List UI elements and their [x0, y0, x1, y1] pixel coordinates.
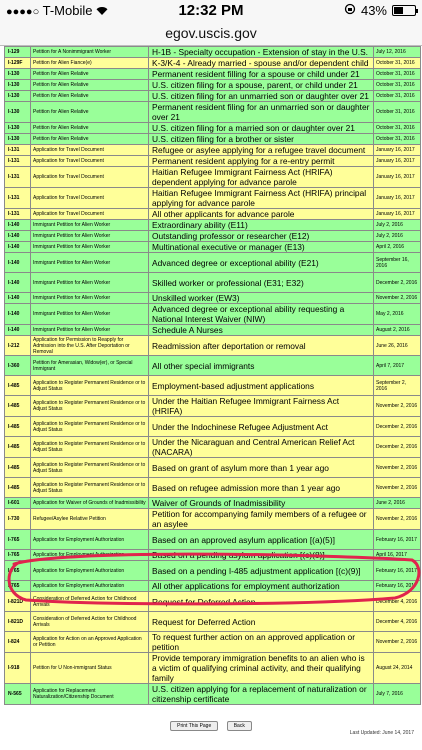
category-cell: Under the Nicaraguan and Central American Relief Act (NACARA)	[149, 437, 374, 458]
date-cell: October 31, 2016	[374, 69, 421, 80]
form-cell: I-765	[5, 561, 31, 581]
date-cell: April 16, 2017	[374, 550, 421, 561]
date-cell: December 2, 2016	[374, 417, 421, 437]
date-cell: February 16, 2017	[374, 561, 421, 581]
form-cell: I-140	[5, 253, 31, 273]
table-row	[5, 478, 421, 498]
form-cell: I-130	[5, 134, 31, 145]
category-cell: Permanent resident applying for a re-entry permit	[149, 156, 374, 167]
form-title-cell: Application for Travel Document	[31, 156, 149, 167]
category-cell: Permanent resident filing for an unmarried son or daughter over 21	[149, 102, 374, 123]
form-cell: I-131	[5, 145, 31, 156]
form-cell: I-360	[5, 356, 31, 376]
form-title-cell: Application for Employment Authorization	[31, 550, 149, 561]
form-title-cell: Application for Employment Authorization	[31, 561, 149, 581]
form-cell: I-730	[5, 509, 31, 530]
form-title-cell: Petition for A Nonimmigrant Worker	[31, 47, 149, 58]
table-row	[5, 376, 421, 396]
date-cell: July 7, 2016	[374, 684, 421, 705]
category-cell: To request further action on an approved application or petition	[149, 632, 374, 653]
category-cell: Based on an approved asylum application [(a)(5)]	[149, 530, 374, 550]
date-cell: November 2, 2016	[374, 293, 421, 304]
table-row	[5, 253, 421, 273]
category-cell: Based on refugee admission more than 1 year ago	[149, 478, 374, 498]
form-cell: I-131	[5, 209, 31, 220]
table-row	[5, 69, 421, 80]
category-cell: H-1B - Specialty occupation - Extension of stay in the U.S.	[149, 47, 374, 58]
category-cell: Based on grant of asylum more than 1 year ago	[149, 458, 374, 478]
form-title-cell: Application for Travel Document	[31, 167, 149, 188]
form-cell: I-485	[5, 458, 31, 478]
category-cell: Based on a pending I-485 adjustment application [(c)(9)]	[149, 561, 374, 581]
category-cell: U.S. citizen filing for a brother or sister	[149, 134, 374, 145]
table-row	[5, 123, 421, 134]
form-title-cell: Application for Travel Document	[31, 188, 149, 209]
date-cell: July 2, 2016	[374, 231, 421, 242]
table-row	[5, 561, 421, 581]
form-title-cell: Immigrant Petition for Alien Worker	[31, 253, 149, 273]
form-cell: I-129	[5, 47, 31, 58]
date-cell: January 16, 2017	[374, 145, 421, 156]
form-title-cell: Application for Employment Authorization	[31, 581, 149, 592]
category-cell: All other applications for employment authorization	[149, 581, 374, 592]
category-cell: Extraordinary ability (E11)	[149, 220, 374, 231]
category-cell: U.S. citizen filing for a spouse, parent, or child under 21	[149, 80, 374, 91]
table-row	[5, 102, 421, 123]
date-cell: July 2, 2016	[374, 220, 421, 231]
category-cell: All other applicants for advance parole	[149, 209, 374, 220]
date-cell: December 4, 2016	[374, 612, 421, 632]
table-row	[5, 134, 421, 145]
url-text[interactable]: egov.uscis.gov	[165, 25, 257, 41]
date-cell: November 2, 2016	[374, 509, 421, 530]
date-cell: February 16, 2017	[374, 530, 421, 550]
table-row	[5, 684, 421, 705]
category-cell: Haitian Refugee Immigrant Fairness Act (HRIFA) dependent applying for advance parole	[149, 167, 374, 188]
category-cell: U.S. citizen applying for a replacement of naturalization or citizenship certificate	[149, 684, 374, 705]
form-cell: I-765	[5, 581, 31, 592]
table-row	[5, 91, 421, 102]
date-cell: November 2, 2016	[374, 396, 421, 417]
category-cell: Under the Indochinese Refugee Adjustment Act	[149, 417, 374, 437]
category-cell: K-3/K-4 - Already married - spouse and/or dependent child	[149, 58, 374, 69]
table-row	[5, 220, 421, 231]
category-cell: Employment-based adjustment applications	[149, 376, 374, 396]
carrier-name: T-Mobile	[42, 3, 93, 18]
form-cell: I-140	[5, 304, 31, 325]
form-title-cell: Refugee/Asylee Relative Petition	[31, 509, 149, 530]
form-title-cell: Immigrant Petition for Alien Worker	[31, 242, 149, 253]
form-title-cell: Application for Action on an Approved Application or Petition	[31, 632, 149, 653]
form-title-cell: Application for Permission to Reapply for Admission into the U.S. After Deportation or Removal	[31, 336, 149, 356]
date-cell: November 2, 2016	[374, 478, 421, 498]
category-cell: Schedule A Nurses	[149, 325, 374, 336]
form-title-cell: Immigrant Petition for Alien Worker	[31, 304, 149, 325]
category-cell: U.S. citizen filing for a married son or daughter over 21	[149, 123, 374, 134]
battery-icon	[392, 5, 416, 16]
table-row	[5, 653, 421, 684]
form-cell: I-485	[5, 396, 31, 417]
form-cell: I-140	[5, 293, 31, 304]
form-title-cell: Petition for Alien Fiance(e)	[31, 58, 149, 69]
form-title-cell: Application for Travel Document	[31, 145, 149, 156]
table-row	[5, 336, 421, 356]
form-title-cell: Petition for Alien Relative	[31, 91, 149, 102]
date-cell: January 16, 2017	[374, 209, 421, 220]
form-cell: I-130	[5, 91, 31, 102]
signal-icon: ●●●●○	[6, 6, 40, 18]
form-title-cell: Application to Register Permanent Residence or to Adjust Status	[31, 396, 149, 417]
form-cell: I-824	[5, 632, 31, 653]
date-cell: April 2, 2016	[374, 242, 421, 253]
status-right	[344, 3, 416, 18]
category-cell: Unskilled worker (EW3)	[149, 293, 374, 304]
form-cell: I-140	[5, 273, 31, 293]
form-cell: I-140	[5, 220, 31, 231]
date-cell: January 16, 2017	[374, 167, 421, 188]
battery-percent: 43%	[360, 3, 387, 18]
date-cell: October 31, 2016	[374, 91, 421, 102]
table-row	[5, 273, 421, 293]
last-updated: Last Updated: June 14, 2017	[349, 730, 414, 736]
table-row	[5, 188, 421, 209]
form-cell: I-131	[5, 188, 31, 209]
form-cell: I-140	[5, 231, 31, 242]
category-cell: Petition for accompanying family members of a refugee or an asylee	[149, 509, 374, 530]
table-row	[5, 47, 421, 58]
form-cell: I-485	[5, 417, 31, 437]
table-row	[5, 167, 421, 188]
form-title-cell: Consideration of Deferred Action for Childhood Arrivals	[31, 612, 149, 632]
category-cell: Outstanding professor or researcher (E12)	[149, 231, 374, 242]
form-cell: I-601	[5, 498, 31, 509]
form-cell: I-212	[5, 336, 31, 356]
clock: 12:32 PM	[178, 2, 244, 19]
form-cell: I-140	[5, 242, 31, 253]
date-cell: July 12, 2016	[374, 47, 421, 58]
table-row	[5, 242, 421, 253]
table-row	[5, 304, 421, 325]
date-cell: September 2, 2016	[374, 376, 421, 396]
form-cell: I-765	[5, 550, 31, 561]
date-cell: November 2, 2016	[374, 632, 421, 653]
table-row	[5, 231, 421, 242]
form-cell: I-821D	[5, 592, 31, 612]
rotation-lock-icon	[344, 3, 356, 18]
form-title-cell: Petition for Alien Relative	[31, 102, 149, 123]
category-cell: Refugee or asylee applying for a refugee travel document	[149, 145, 374, 156]
form-title-cell: Application to Register Permanent Residence or to Adjust Status	[31, 417, 149, 437]
category-cell: Readmission after deportation or removal	[149, 336, 374, 356]
form-cell: I-918	[5, 653, 31, 684]
table-row	[5, 356, 421, 376]
table-row	[5, 396, 421, 417]
form-cell: I-485	[5, 437, 31, 458]
table-row	[5, 632, 421, 653]
table-row	[5, 156, 421, 167]
form-title-cell: Application to Register Permanent Residence or to Adjust Status	[31, 437, 149, 458]
date-cell: May 2, 2016	[374, 304, 421, 325]
form-cell: I-131	[5, 156, 31, 167]
category-cell: Under the Haitian Refugee Immigrant Fairness Act (HRIFA)	[149, 396, 374, 417]
date-cell: November 2, 2016	[374, 458, 421, 478]
form-title-cell: Application to Register Permanent Residence or to Adjust Status	[31, 376, 149, 396]
category-cell: Advanced degree or exceptional ability (E21)	[149, 253, 374, 273]
table-row	[5, 145, 421, 156]
form-cell: I-140	[5, 325, 31, 336]
date-cell: October 31, 2016	[374, 134, 421, 145]
table-row	[5, 550, 421, 561]
table-row	[5, 592, 421, 612]
form-title-cell: Application to Register Permanent Residence or to Adjust Status	[31, 478, 149, 498]
category-cell: Multinational executive or manager (E13)	[149, 242, 374, 253]
date-cell: December 2, 2016	[374, 273, 421, 293]
category-cell: Request for Deferred Action	[149, 612, 374, 632]
form-cell: N-565	[5, 684, 31, 705]
category-cell: Based on a pending asylum application [(c)(8)]	[149, 550, 374, 561]
date-cell: June 2, 2016	[374, 498, 421, 509]
date-cell: October 31, 2016	[374, 102, 421, 123]
form-title-cell: Application for Replacement Naturalization/Citizenship Document	[31, 684, 149, 705]
category-cell: Provide temporary immigration benefits to an alien who is a victim of qualifying criminal activity, and their qualifying family	[149, 653, 374, 684]
category-cell: U.S. citizen filing for an unmarried son or daughter over 21	[149, 91, 374, 102]
form-cell: I-131	[5, 167, 31, 188]
address-bar[interactable]	[0, 22, 422, 46]
date-cell: January 16, 2017	[374, 156, 421, 167]
form-title-cell: Immigrant Petition for Alien Worker	[31, 220, 149, 231]
category-cell: Advanced degree or exceptional ability requesting a National Interest Waiver (NIW)	[149, 304, 374, 325]
table-row	[5, 458, 421, 478]
form-title-cell: Application for Waiver of Grounds of Inadmissibility	[31, 498, 149, 509]
category-cell: All other special immigrants	[149, 356, 374, 376]
form-cell: I-130	[5, 102, 31, 123]
date-cell: October 31, 2016	[374, 58, 421, 69]
table-row	[5, 80, 421, 91]
form-title-cell: Application for Employment Authorization	[31, 530, 149, 550]
date-cell: February 16, 2017	[374, 581, 421, 592]
date-cell: June 26, 2016	[374, 336, 421, 356]
back-button[interactable]: Back	[227, 721, 252, 731]
table-row	[5, 612, 421, 632]
date-cell: December 4, 2016	[374, 592, 421, 612]
print-page-button[interactable]: Print This Page	[170, 721, 218, 731]
table-row	[5, 581, 421, 592]
category-cell: Haitian Refugee Immigrant Fairness Act (HRIFA) principal applying for advance parole	[149, 188, 374, 209]
form-title-cell: Petition for Alien Relative	[31, 123, 149, 134]
date-cell: October 31, 2016	[374, 123, 421, 134]
date-cell: August 24, 2014	[374, 653, 421, 684]
table-row	[5, 509, 421, 530]
table-row	[5, 209, 421, 220]
form-title-cell: Petition for Amerasian, Widow(er), or Special Immigrant	[31, 356, 149, 376]
processing-times-table	[4, 46, 421, 705]
processing-times-table-wrap	[4, 46, 420, 705]
form-title-cell: Petition for Alien Relative	[31, 134, 149, 145]
table-row	[5, 58, 421, 69]
table-row	[5, 498, 421, 509]
form-cell: I-765	[5, 530, 31, 550]
category-cell: Permanent resident filling for a spouse or child under 21	[149, 69, 374, 80]
form-cell: I-130	[5, 80, 31, 91]
form-title-cell: Petition for Alien Relative	[31, 80, 149, 91]
date-cell: January 16, 2017	[374, 188, 421, 209]
date-cell: August 2, 2016	[374, 325, 421, 336]
form-title-cell: Petition for U Non-immigrant Status	[31, 653, 149, 684]
form-title-cell: Application for Travel Document	[31, 209, 149, 220]
table-row	[5, 437, 421, 458]
form-cell: I-485	[5, 376, 31, 396]
form-cell: I-130	[5, 69, 31, 80]
date-cell: October 31, 2016	[374, 80, 421, 91]
form-title-cell: Immigrant Petition for Alien Worker	[31, 231, 149, 242]
date-cell: April 7, 2017	[374, 356, 421, 376]
form-title-cell: Application to Register Permanent Residence or to Adjust Status	[31, 458, 149, 478]
date-cell: September 16, 2016	[374, 253, 421, 273]
category-cell: Skilled worker or professional (E31; E32)	[149, 273, 374, 293]
table-row	[5, 530, 421, 550]
category-cell: Request for Deferred Action	[149, 592, 374, 612]
table-row	[5, 417, 421, 437]
form-title-cell: Immigrant Petition for Alien Worker	[31, 293, 149, 304]
form-cell: I-130	[5, 123, 31, 134]
date-cell: December 2, 2016	[374, 437, 421, 458]
status-bar	[0, 0, 422, 22]
form-cell: I-129F	[5, 58, 31, 69]
form-cell: I-821D	[5, 612, 31, 632]
form-title-cell: Petition for Alien Relative	[31, 69, 149, 80]
table-row	[5, 293, 421, 304]
table-row	[5, 325, 421, 336]
category-cell: Waiver of Grounds of Inadmissibility	[149, 498, 374, 509]
form-cell: I-485	[5, 478, 31, 498]
form-title-cell: Immigrant Petition for Alien Worker	[31, 325, 149, 336]
form-title-cell: Consideration of Deferred Action for Childhood Arrivals	[31, 592, 149, 612]
form-title-cell: Immigrant Petition for Alien Worker	[31, 273, 149, 293]
